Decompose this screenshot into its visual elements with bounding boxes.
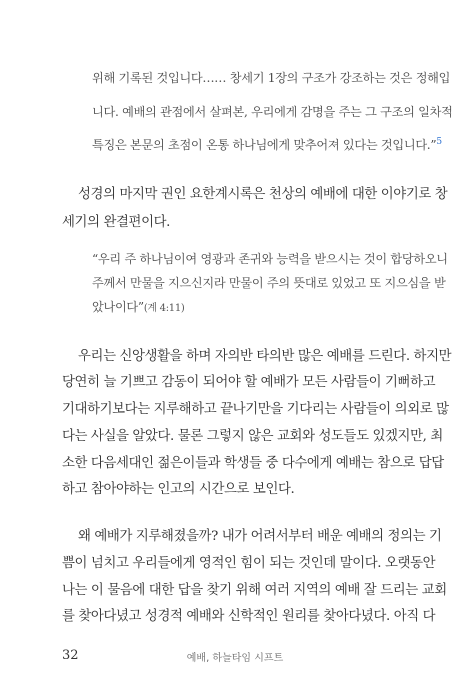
footnote-marker: 5 (436, 136, 442, 147)
block-quote-line: 니다. 예배의 관점에서 살펴본, 우리에게 감명을 주는 그 구조의 일차적 (92, 105, 453, 119)
paragraph-line: 하고 참아야하는 인고의 시간으로 보인다. (62, 482, 295, 497)
running-footer-title: 예배, 하늘타임 시프트 (186, 653, 284, 664)
scripture-reference: (계 4:11) (143, 303, 185, 314)
paragraph-line: 세기의 완결편이다. (62, 215, 170, 230)
block-quote-text: 았나이다” (92, 300, 144, 314)
page-number: 32 (62, 648, 79, 663)
paragraph-line: 를 찾아다녔고 성경적 예배와 신학적인 원리를 찾아다녔다. 아직 다 (62, 609, 436, 624)
paragraph-line: 왜 예배가 지루해졌을까? 내가 어려서부터 배운 예배의 정의는 기 (78, 529, 442, 544)
block-quote-line: 위해 기록된 것입니다…… 창세기 1장의 구조가 강조하는 것은 정해입 (92, 71, 451, 85)
paragraph-line: 당연히 늘 기쁘고 감동이 되어야 할 예배가 모든 사람들이 기뻐하고 (62, 375, 436, 390)
paragraph-line: 나는 이 물음에 대한 답을 찾기 위해 여러 지역의 예배 잘 드리는 교회 (62, 583, 447, 598)
block-quote-line (92, 298, 185, 315)
paragraph-line: 우리는 신앙생활을 하며 자의반 타의반 많은 예배를 드린다. 하지만 (78, 349, 452, 364)
block-quote-text: 특징은 본문의 초점이 온통 하나님에게 맞추어져 있다는 것입니다.” (92, 138, 437, 152)
block-quote-line (92, 136, 442, 153)
paragraph-line: 다는 사실을 알았다. 물론 그렇지 않은 교회와 성도들도 있겠지만, 최 (62, 429, 443, 444)
paragraph-line: 기대하기보다는 지루해하고 끝나기만을 기다리는 사람들이 의외로 많 (62, 402, 449, 417)
block-quote-line: “우리 주 하나님이여 영광과 존귀와 능력을 받으시는 것이 합당하오니 (92, 252, 448, 266)
paragraph-line: 소한 다음세대인 젊은이들과 학생들 중 다수에게 예배는 참으로 답답 (62, 456, 444, 471)
block-quote-line: 주께서 만물을 지으신지라 만물이 주의 뜻대로 있었고 또 지으심을 받 (92, 276, 446, 290)
paragraph-line: 쁨이 넘치고 우리들에게 영적인 힘이 되는 것인데 말이다. 오랫동안 (62, 556, 436, 571)
paragraph-line: 성경의 마지막 권인 요한계시록은 천상의 예배에 대한 이야기로 창 (78, 187, 448, 202)
